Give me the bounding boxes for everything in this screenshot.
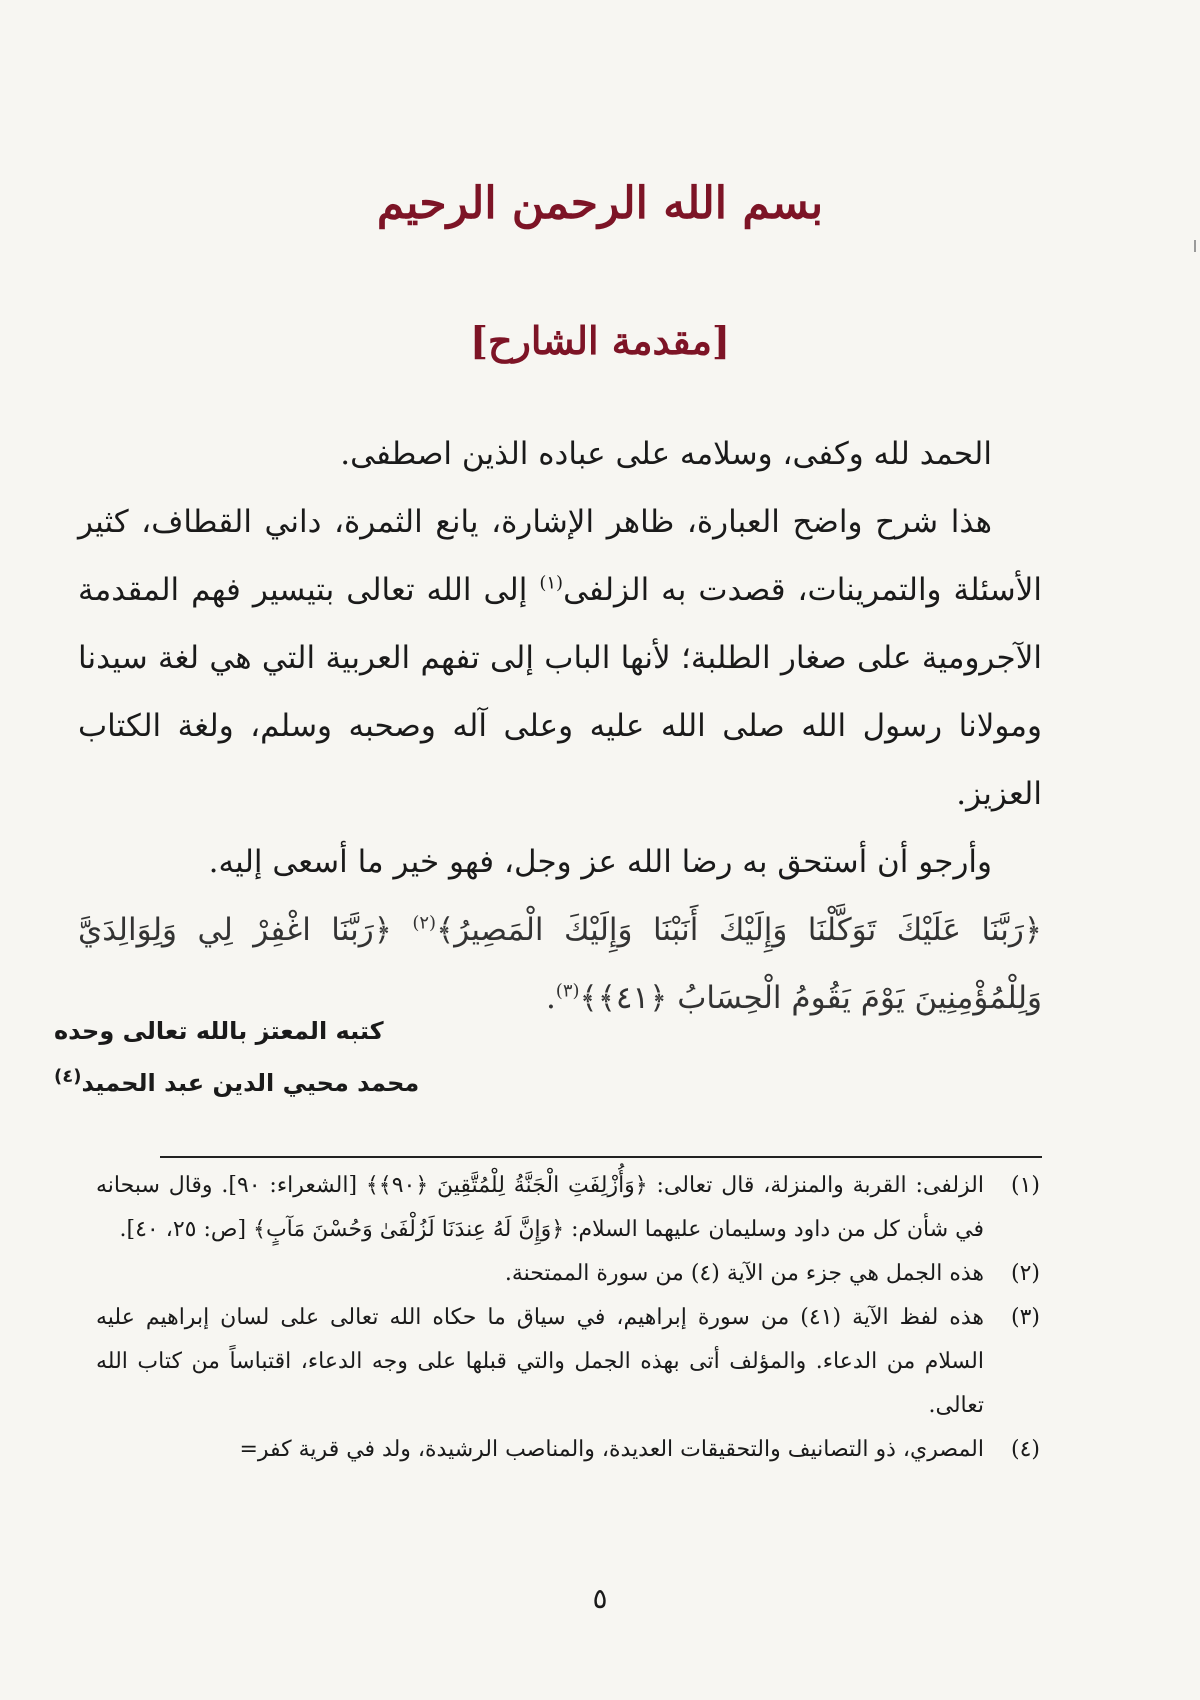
footnote-text: هذه لفظ الآية (٤١) من سورة إبراهيم، في سياق ما حكاه الله تعالى على لسان إبراهيم عليه السلام من الدعاء. والمؤلف أتى بهذه الجمل والتي قبلها على وجه الدعاء، اقتباساً من كتاب الله تعالى. bbox=[96, 1305, 984, 1418]
verse-end-period: . bbox=[545, 980, 556, 1016]
paragraph-2 bbox=[78, 488, 1042, 828]
verse-1-text: ﴿رَبَّنَا عَلَيْكَ تَوَكَّلْنَا وَإِلَيْكَ أَنَبْنَا وَإِلَيْكَ الْمَصِيرُ﴾ bbox=[436, 912, 1042, 948]
footnote-3 bbox=[96, 1296, 1040, 1428]
footnote-4 bbox=[96, 1428, 1040, 1472]
signature-line-2 bbox=[54, 1057, 454, 1109]
footnote-text: الزلفى: القربة والمنزلة، قال تعالى: ﴿وَأُزْلِفَتِ الْجَنَّةُ لِلْمُتَّقِينَ ﴿٩٠﴾﴾ [الشعراء: ٩٠]. وقال سبحانه في شأن كل من داود وسليمان عليهما السلام: ﴿وَإِنَّ لَهُ عِندَنَا لَزُلْفَىٰ وَحُسْنَ مَآبٍ﴾ [ص: ٢٥، ٤٠]. bbox=[96, 1173, 984, 1242]
paragraph-2-text-a: هذا شرح واضح العبارة، ظاهر الإشارة، يانع الثمرة، داني القطاف، كثير الأسئلة والتمرينات، قصدت به الزلفى bbox=[78, 504, 1043, 608]
section-title: [مقدمة الشارح] bbox=[470, 318, 730, 363]
page-number: ٥ bbox=[592, 1582, 608, 1615]
footnote-text: المصري، ذو التصانيف والتحقيقات العديدة، والمناصب الرشيدة، ولد في قرية كفر= bbox=[239, 1437, 984, 1462]
signature-name: محمد محيي الدين عبد الحميد bbox=[81, 1069, 420, 1097]
footnote-number: (٢) bbox=[1010, 1261, 1040, 1286]
footnote-number: (٣) bbox=[1010, 1305, 1040, 1330]
footnote-1 bbox=[96, 1164, 1040, 1252]
footnote-number: (٤) bbox=[1010, 1437, 1040, 1462]
verse-2-text: ﴿رَبَّنَا اغْفِرْ لِي وَلِوَالِدَيَّ وَلِلْمُؤْمِنِينَ يَوْمَ يَقُومُ الْحِسَابُ ﴿٤١﴾﴾ bbox=[78, 912, 1042, 1016]
footnote-ref-1[interactable]: (١) bbox=[539, 572, 564, 594]
paragraph-3-text: وأرجو أن أستحق به رضا الله عز وجل، فهو خير ما أسعى إليه. bbox=[208, 844, 992, 880]
basmala-heading: بسم الله الرحمن الرحيم bbox=[376, 178, 824, 229]
footnote-ref-4[interactable]: (٤) bbox=[54, 1066, 82, 1087]
footnote-ref-2[interactable]: (٢) bbox=[412, 912, 437, 934]
paragraph-2-text-b: إلى الله تعالى بتيسير فهم المقدمة الآجرومية على صغار الطلبة؛ لأنها الباب إلى تفهم العربية التي هي لغة سيدنا ومولانا رسول الله صلى الله عليه وعلى آله وصحبه وسلم، ولغة الكتاب العزيز. bbox=[78, 572, 1042, 812]
paragraph-3 bbox=[78, 828, 1042, 896]
signature-line-1: كتبه المعتز بالله تعالى وحده bbox=[54, 1017, 384, 1045]
author-signature bbox=[54, 1005, 454, 1109]
footnote-text: هذه الجمل هي جزء من الآية (٤) من سورة الممتحنة. bbox=[504, 1261, 984, 1286]
introduction-body bbox=[78, 420, 1042, 1032]
footnote-divider bbox=[160, 1156, 1042, 1158]
paragraph-1-text: الحمد لله وكفى، وسلامه على عباده الذين اصطفى. bbox=[340, 436, 992, 472]
scan-edge-mark bbox=[1194, 240, 1196, 252]
footnote-number: (١) bbox=[1010, 1173, 1040, 1198]
footnote-2 bbox=[96, 1252, 1040, 1296]
footnote-ref-3[interactable]: (٣) bbox=[555, 980, 580, 1002]
paragraph-1 bbox=[78, 420, 1042, 488]
footnotes bbox=[96, 1164, 1040, 1472]
